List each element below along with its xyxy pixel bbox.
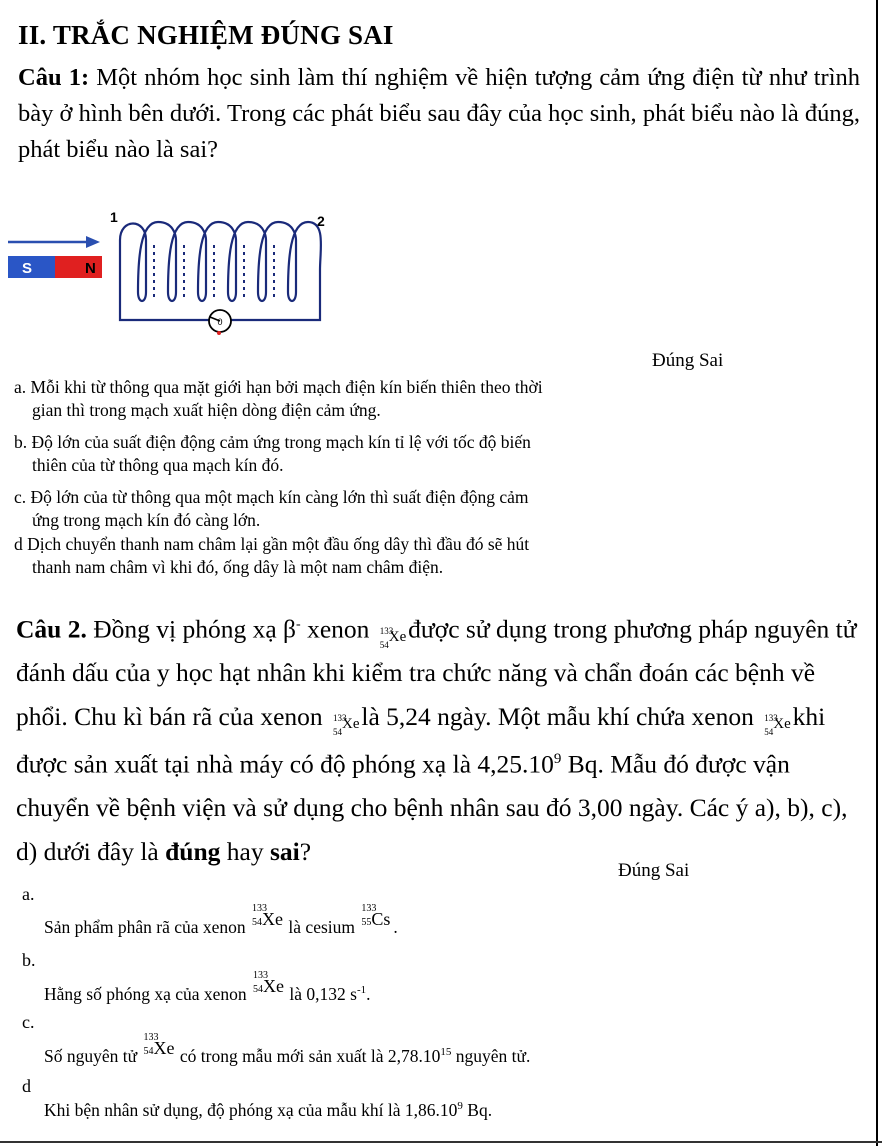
coil-end-label-1: 1: [110, 209, 118, 225]
question-2-item-c: Số nguyên tử 133 54 Xe có trong mẫu mới sản xuất là 2,78.10$^{15}$ nguyên tử.: [44, 1032, 531, 1066]
question-1-text: [18, 60, 860, 168]
question-2-item-c-letter: c.: [22, 1012, 35, 1032]
question-1-option-d: d Dịch chuyển thanh nam châm lại gần một đầu ống dây thì đầu đó sẽ hút thanh nam châm vì khi đó, ống dây là một nam châm điện.: [14, 534, 530, 577]
question-1-true-false-header: Đúng Sai: [652, 350, 724, 371]
question-1-option-c: c. Độ lớn của từ thông qua một mạch kín càng lớn thì suất điện động cảm ứng trong mạch kín đó càng lớn.: [14, 487, 529, 530]
xenon-isotope: 133 54 Xe: [764, 712, 791, 737]
galvanometer-terminal: [217, 331, 221, 335]
question-2-true-false-header: Đúng Sai: [618, 860, 690, 881]
question-2-item-d: Khi bện nhân sử dụng, độ phóng xạ của mẫu khí là 1,86.10$^9$ Bq.: [44, 1100, 493, 1120]
solenoid-coil: [120, 222, 321, 320]
magnet-s-label: S: [22, 260, 33, 277]
motion-arrow-head: [86, 236, 100, 248]
question-1-body: Một nhóm học sinh làm thí nghiệm về hiện tượng cảm ứng điện từ như trình bày ở hình bên dưới. Trong các phát biểu sau đây của học sinh, phát biểu nào là đúng, phát biểu nào là sai?: [18, 64, 861, 163]
section-title: II. TRẮC NGHIỆM ĐÚNG SAI: [18, 20, 394, 50]
question-1-option-b: b. Độ lớn của suất điện động cảm ứng trong mạch kín tỉ lệ với tốc độ biến thiên của từ thông qua mạch kín đó.: [14, 432, 531, 475]
question-2-item-b-letter: b.: [22, 950, 36, 970]
xenon-isotope: 133 54 Xe: [379, 625, 407, 650]
page-border-right: [876, 0, 878, 1146]
coil-end-label-2: 2: [317, 213, 325, 229]
question-2-label: Câu 2.: [16, 614, 87, 644]
question-2-item-a-letter: a.: [22, 884, 35, 904]
question-2-item-a: Sản phẩm phân rã của xenon 133 54 Xe là cesium 133 55 Cs .: [44, 903, 398, 937]
galvanometer-zero: 0: [217, 317, 223, 327]
question-1-option-a: a. Mỗi khi từ thông qua mặt giới hạn bởi mạch điện kín biến thiên theo thời gian thì trong mạch xuất hiện dòng điện cảm ứng.: [14, 377, 543, 420]
xenon-isotope: 133 54 Xe: [333, 712, 360, 737]
coil-back-turns: [154, 245, 274, 300]
page-border-bottom: [0, 1141, 882, 1143]
question-2-item-b: Hằng số phóng xạ của xenon 133 54 Xe là 0,132 $s^{-1}$.: [44, 970, 371, 1004]
question-1-label: Câu 1:: [18, 64, 90, 91]
induction-figure: [0, 200, 340, 345]
question-2-item-d-letter: d: [22, 1076, 31, 1096]
question-2-text: Câu 2. Đồng vị phóng xạ β- xenon 133 54 Xe được sử dụng trong phương pháp nguyên tử đánh dấu của y học hạt nhân khi kiểm tra chức năng và chẩn đoán các bệnh về phổi. Chu kì bán rã của xenon 133 54 Xe là 5,24 ngày. Một mẫu khí chứa xenon 133 54 Xe khi được sản xuất tại nhà máy có độ phóng xạ là 4,25.10$^9$ Bq. Mẫu đó được vận chuyển về bệnh viện và sử dụng cho bệnh nhân sau đó 3,00 ngày. Các ý a), b), c), d) dưới đây là đúng hay sai?: [16, 614, 857, 866]
magnet-n-label: N: [85, 260, 96, 277]
